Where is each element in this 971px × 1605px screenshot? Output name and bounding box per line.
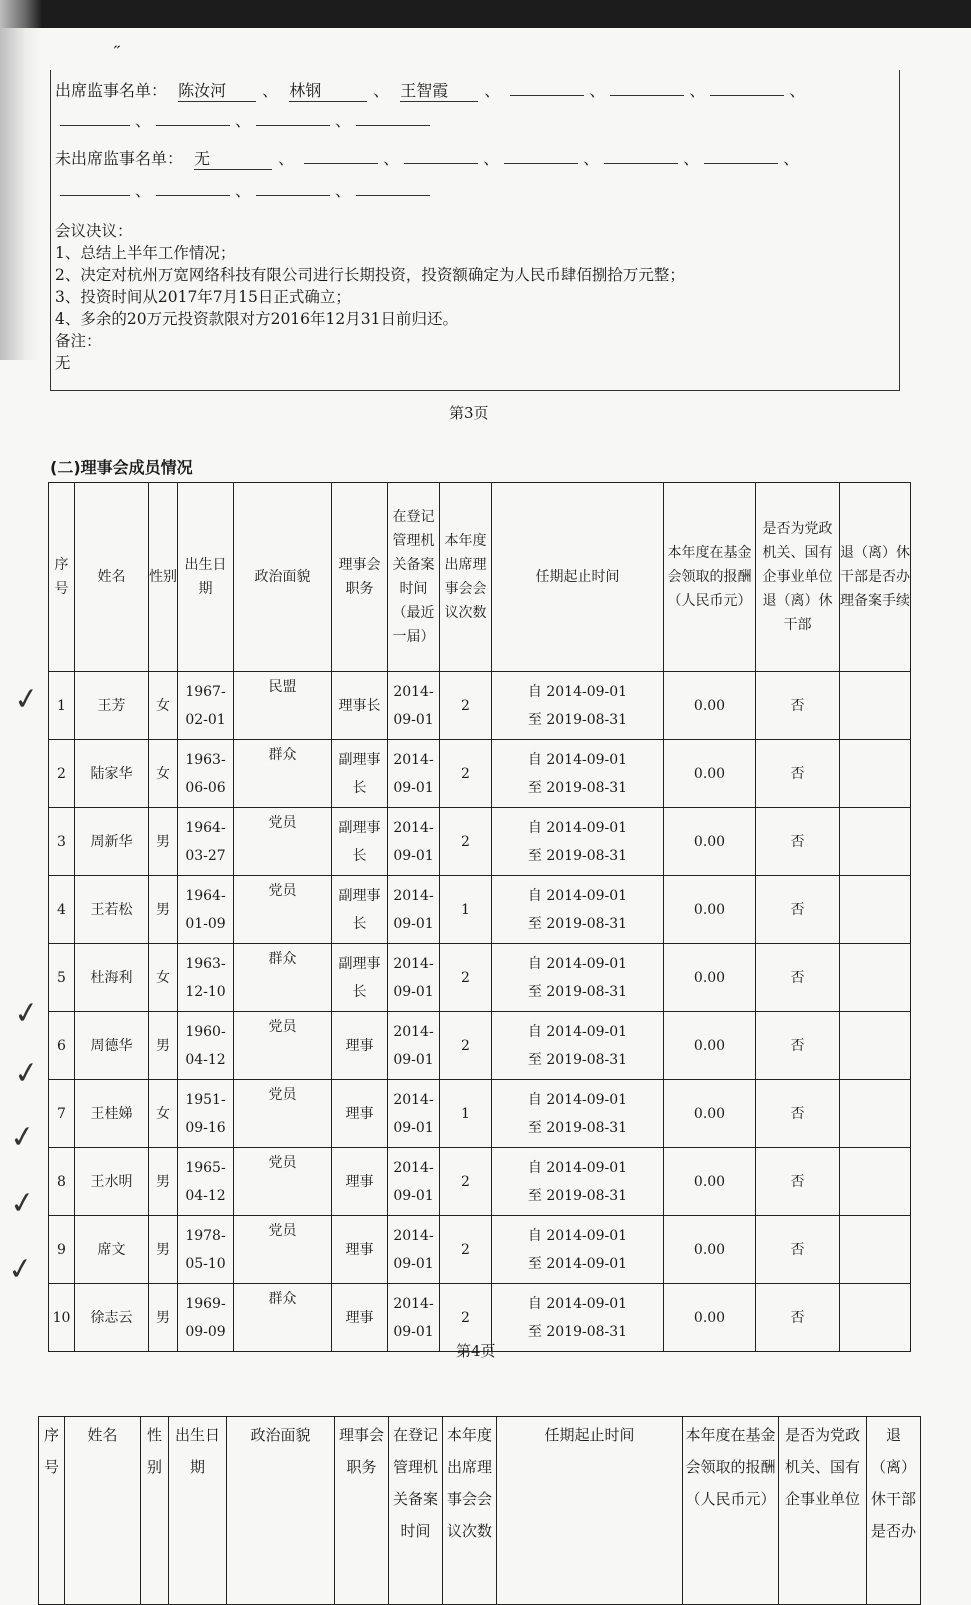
attend-cell: 2 [440, 740, 492, 808]
term-cell [492, 1216, 664, 1284]
gender-cell: 男 [149, 1284, 178, 1352]
birth-cell: 1967-02-01 [178, 672, 234, 740]
checkmark-icon: ✓ [7, 1118, 38, 1157]
birth-cell: 1965-04-12 [178, 1148, 234, 1216]
attend-cell: 2 [440, 1284, 492, 1352]
political-cell: 群众 [234, 740, 332, 808]
role-cell: 理事 [332, 1012, 388, 1080]
resolution-item: 3、投资时间从2017年7月15日正式确立； [55, 288, 351, 306]
header-cell: 出生日期 [178, 483, 234, 672]
term-from: 自 2014-09-01 [527, 751, 628, 768]
term-to: 至 2019-08-31 [527, 779, 628, 796]
header-cell: 在登记管理机关备案时间 [389, 1417, 443, 1605]
pay-cell: 0.00 [664, 1284, 756, 1352]
filed-cell: 2014-09-01 [388, 1216, 440, 1284]
present-blanks: 、 、 、 [55, 108, 435, 131]
role-cell: 理事 [332, 1216, 388, 1284]
checkmark-icon: ✓ [11, 680, 42, 719]
remark-value: 无 [55, 354, 71, 372]
gender-cell: 女 [149, 740, 178, 808]
retired-cell: 否 [756, 672, 840, 740]
political-cell: 党员 [234, 808, 332, 876]
pen-mark: ˶ [114, 34, 120, 55]
absent-line: 未出席监事名单： 无 、 、 、 、 、 、 [55, 146, 799, 170]
attend-cell: 2 [440, 1012, 492, 1080]
no-cell: 9 [49, 1216, 75, 1284]
role-cell: 理事长 [332, 672, 388, 740]
present-name: 陈汝河 [178, 78, 256, 102]
no-cell: 5 [49, 944, 75, 1012]
gender-cell: 女 [149, 672, 178, 740]
birth-cell: 1978-05-10 [178, 1216, 234, 1284]
term-from: 自 2014-09-01 [527, 819, 628, 836]
table-row [49, 876, 911, 944]
present-name: 王智霞 [400, 78, 478, 102]
pay-cell: 0.00 [664, 672, 756, 740]
filed-retired-cell [840, 944, 911, 1012]
term-cell [492, 1148, 664, 1216]
header-cell: 退（离）休干部是否办 [867, 1417, 921, 1605]
pay-cell: 0.00 [664, 876, 756, 944]
attend-cell: 2 [440, 944, 492, 1012]
term-to: 至 2019-08-31 [527, 711, 628, 728]
name-cell: 杜海利 [75, 944, 149, 1012]
name-cell: 王桂娣 [75, 1080, 149, 1148]
term-cell [492, 876, 664, 944]
header-cell: 本年度出席理事会会议次数 [440, 483, 492, 672]
gender-cell: 女 [149, 1080, 178, 1148]
term-from: 自 2014-09-01 [527, 955, 628, 972]
table-row [49, 1080, 911, 1148]
filed-retired-cell [840, 808, 911, 876]
gender-cell: 男 [149, 876, 178, 944]
header-cell: 出生日期 [169, 1417, 227, 1605]
table-row [49, 1148, 911, 1216]
name-cell: 周德华 [75, 1012, 149, 1080]
term-cell [492, 1012, 664, 1080]
birth-cell: 1969-09-09 [178, 1284, 234, 1352]
birth-cell: 1951-09-16 [178, 1080, 234, 1148]
header-cell: 姓名 [75, 483, 149, 672]
term-cell [492, 1080, 664, 1148]
absent-blanks: 、 、 、 [55, 178, 435, 201]
header-cell: 理事会职务 [335, 1417, 389, 1605]
no-cell: 4 [49, 876, 75, 944]
role-cell: 理事 [332, 1284, 388, 1352]
board-members-table [48, 482, 911, 1352]
remark-label: 备注： [55, 332, 102, 350]
header-cell: 在登记管理机关备案时间（最近一届） [388, 483, 440, 672]
name-cell: 周新华 [75, 808, 149, 876]
header-cell: 政治面貌 [227, 1417, 335, 1605]
term-from: 自 2014-09-01 [527, 1295, 628, 1312]
present-line: 出席监事名单： 陈汝河 、 林钢 、 王智霞 、 、 、 、 [55, 78, 805, 102]
no-cell: 10 [49, 1284, 75, 1352]
header-cell: 任期起止时间 [497, 1417, 683, 1605]
no-cell: 7 [49, 1080, 75, 1148]
header-cell: 政治面貌 [234, 483, 332, 672]
table-row [49, 672, 911, 740]
term-cell [492, 672, 664, 740]
pay-cell: 0.00 [664, 808, 756, 876]
birth-cell: 1963-12-10 [178, 944, 234, 1012]
filed-retired-cell [840, 740, 911, 808]
table2-header-row [39, 1417, 921, 1605]
political-cell: 群众 [234, 944, 332, 1012]
no-cell: 8 [49, 1148, 75, 1216]
absent-label: 未出席监事名单： [55, 149, 184, 168]
header-cell: 性别 [141, 1417, 169, 1605]
gender-cell: 男 [149, 1148, 178, 1216]
pay-cell: 0.00 [664, 944, 756, 1012]
checkmark-icon: ✓ [7, 1184, 38, 1223]
term-cell [492, 1284, 664, 1352]
term-to: 至 2019-08-31 [527, 847, 628, 864]
attend-cell: 2 [440, 1148, 492, 1216]
term-to: 至 2019-08-31 [527, 983, 628, 1000]
political-cell: 党员 [234, 1216, 332, 1284]
gender-cell: 男 [149, 808, 178, 876]
table-row [49, 808, 911, 876]
retired-cell: 否 [756, 1080, 840, 1148]
term-to: 至 2019-08-31 [527, 1187, 628, 1204]
birth-cell: 1964-01-09 [178, 876, 234, 944]
retired-cell: 否 [756, 944, 840, 1012]
pay-cell: 0.00 [664, 1148, 756, 1216]
table-row [49, 740, 911, 808]
gender-cell: 男 [149, 1216, 178, 1284]
filed-retired-cell [840, 672, 911, 740]
term-cell [492, 944, 664, 1012]
table-row [49, 1216, 911, 1284]
retired-cell: 否 [756, 808, 840, 876]
pay-cell: 0.00 [664, 1080, 756, 1148]
filed-retired-cell [840, 876, 911, 944]
retired-cell: 否 [756, 1148, 840, 1216]
header-cell: 本年度在基金会领取的报酬（人民币元） [683, 1417, 779, 1605]
present-label: 出席监事名单： [55, 81, 168, 100]
header-cell: 退（离）休干部是否办理备案手续 [840, 483, 911, 672]
page-number-4: 第4页 [456, 1342, 496, 1360]
name-cell: 王若松 [75, 876, 149, 944]
filed-retired-cell [840, 1012, 911, 1080]
political-cell: 群众 [234, 1284, 332, 1352]
political-cell: 党员 [234, 1080, 332, 1148]
gender-cell: 女 [149, 944, 178, 1012]
name-cell: 陆家华 [75, 740, 149, 808]
no-cell: 6 [49, 1012, 75, 1080]
resolutions-block [55, 220, 685, 374]
page-number-3: 第3页 [449, 404, 489, 422]
no-cell: 2 [49, 740, 75, 808]
term-from: 自 2014-09-01 [527, 683, 628, 700]
role-cell: 理事 [332, 1148, 388, 1216]
term-from: 自 2014-09-01 [527, 1159, 628, 1176]
filed-retired-cell [840, 1080, 911, 1148]
no-cell: 3 [49, 808, 75, 876]
retired-cell: 否 [756, 740, 840, 808]
birth-cell: 1964-03-27 [178, 808, 234, 876]
political-cell: 党员 [234, 1012, 332, 1080]
birth-cell: 1960-04-12 [178, 1012, 234, 1080]
name-cell: 王芳 [75, 672, 149, 740]
header-cell: 序号 [39, 1417, 65, 1605]
retired-cell: 否 [756, 1012, 840, 1080]
birth-cell: 1963-06-06 [178, 740, 234, 808]
gender-cell: 男 [149, 1012, 178, 1080]
name-cell: 徐志云 [75, 1284, 149, 1352]
board-members-table-continued [38, 1416, 921, 1605]
filed-cell: 2014-09-01 [388, 1284, 440, 1352]
term-to: 至 2014-09-01 [527, 1255, 628, 1272]
header-cell: 本年度在基金会领取的报酬（人民币元） [664, 483, 756, 672]
scan-left-shadow [0, 0, 42, 360]
attend-cell: 1 [440, 876, 492, 944]
attend-cell: 2 [440, 808, 492, 876]
header-cell: 理事会职务 [332, 483, 388, 672]
political-cell: 民盟 [234, 672, 332, 740]
political-cell: 党员 [234, 1148, 332, 1216]
term-to: 至 2019-08-31 [527, 1119, 628, 1136]
attend-cell: 2 [440, 1216, 492, 1284]
term-from: 自 2014-09-01 [527, 1091, 628, 1108]
term-cell [492, 740, 664, 808]
term-from: 自 2014-09-01 [527, 1227, 628, 1244]
term-to: 至 2019-08-31 [527, 915, 628, 932]
term-from: 自 2014-09-01 [527, 1023, 628, 1040]
resolution-item: 2、决定对杭州万宽网络科技有限公司进行长期投资，投资额确定为人民币肆佰捌拾万元整； [55, 266, 685, 284]
attend-cell: 1 [440, 1080, 492, 1148]
role-cell: 副理事长 [332, 944, 388, 1012]
filed-cell: 2014-09-01 [388, 808, 440, 876]
political-cell: 党员 [234, 876, 332, 944]
role-cell: 副理事长 [332, 876, 388, 944]
filed-cell: 2014-09-01 [388, 1012, 440, 1080]
term-cell [492, 808, 664, 876]
filed-cell: 2014-09-01 [388, 740, 440, 808]
term-from: 自 2014-09-01 [527, 887, 628, 904]
header-cell: 姓名 [65, 1417, 141, 1605]
filed-cell: 2014-09-01 [388, 672, 440, 740]
header-cell: 是否为党政机关、国有企事业单位退（离）休干部 [756, 483, 840, 672]
header-cell: 是否为党政机关、国有企事业单位 [779, 1417, 867, 1605]
meeting-record-box [50, 70, 900, 391]
filed-retired-cell [840, 1216, 911, 1284]
scan-top-shadow [0, 0, 971, 28]
header-cell: 任期起止时间 [492, 483, 664, 672]
checkmark-icon: ✓ [11, 1054, 42, 1093]
filed-cell: 2014-09-01 [388, 1148, 440, 1216]
retired-cell: 否 [756, 1284, 840, 1352]
table-header-row [49, 483, 911, 672]
section-title: (二)理事会成员情况 [50, 458, 193, 477]
role-cell: 副理事长 [332, 740, 388, 808]
retired-cell: 否 [756, 876, 840, 944]
resolutions-title: 会议决议： [55, 222, 133, 240]
header-cell: 序号 [49, 483, 75, 672]
header-cell: 性别 [149, 483, 178, 672]
filed-cell: 2014-09-01 [388, 944, 440, 1012]
table-row [49, 1012, 911, 1080]
retired-cell: 否 [756, 1216, 840, 1284]
table-row [49, 944, 911, 1012]
term-to: 至 2019-08-31 [527, 1051, 628, 1068]
filed-cell: 2014-09-01 [388, 876, 440, 944]
name-cell: 王水明 [75, 1148, 149, 1216]
present-name: 林钢 [289, 78, 367, 102]
name-cell: 席文 [75, 1216, 149, 1284]
pay-cell: 0.00 [664, 740, 756, 808]
pay-cell: 0.00 [664, 1216, 756, 1284]
checkmark-icon: ✓ [11, 994, 42, 1033]
pay-cell: 0.00 [664, 1012, 756, 1080]
checkmark-icon: ✓ [5, 1250, 36, 1289]
role-cell: 副理事长 [332, 808, 388, 876]
filed-retired-cell [840, 1148, 911, 1216]
absent-name: 无 [194, 146, 272, 170]
term-to: 至 2019-08-31 [527, 1323, 628, 1340]
attend-cell: 2 [440, 672, 492, 740]
filed-cell: 2014-09-01 [388, 1080, 440, 1148]
role-cell: 理事 [332, 1080, 388, 1148]
header-cell: 本年度出席理事会会议次数 [443, 1417, 497, 1605]
resolution-item: 4、多余的20万元投资款限对方2016年12月31日前归还。 [55, 310, 458, 328]
no-cell: 1 [49, 672, 75, 740]
resolution-item: 1、总结上半年工作情况； [55, 244, 236, 262]
filed-retired-cell [840, 1284, 911, 1352]
